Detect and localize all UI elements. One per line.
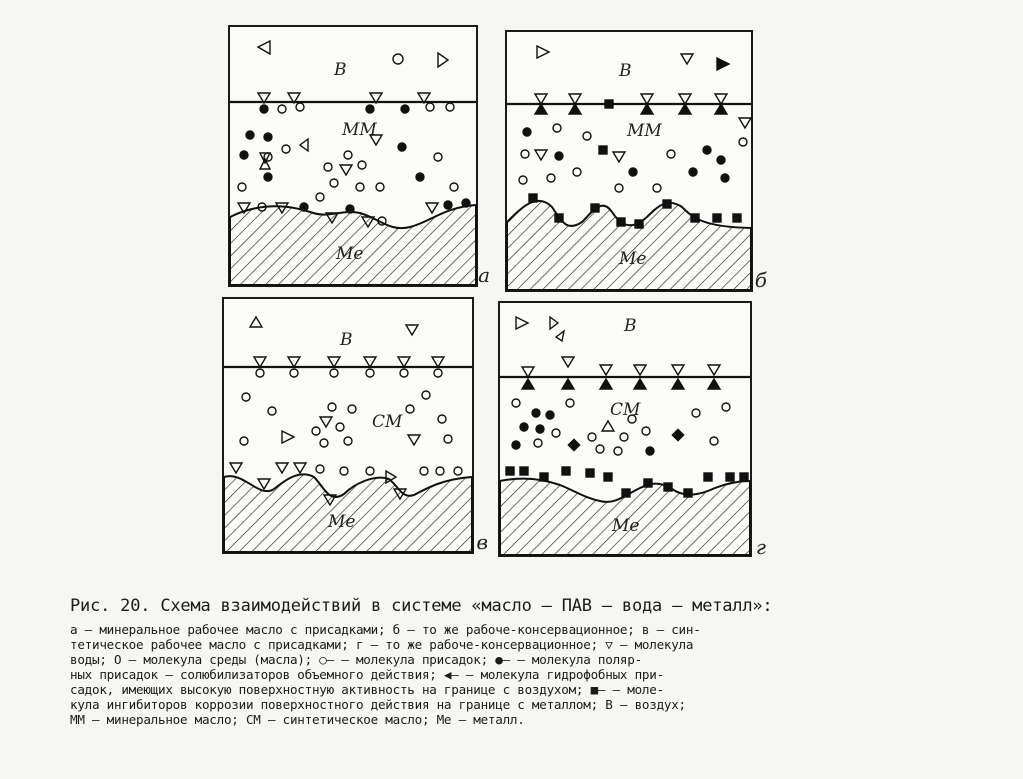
- caption-line: а — минеральное рабочее масло с присадками; б — то же рабоче-консервационное; в — син-: [70, 622, 701, 637]
- metal-label: Ме: [328, 512, 356, 532]
- medium-label: ММ: [342, 120, 377, 140]
- caption-title: Рис. 20. Схема взаимодействий в системе «масло — ПАВ — вода — металл»:: [70, 596, 773, 616]
- metal-label: Ме: [336, 244, 364, 264]
- medium-label: ММ: [627, 121, 662, 141]
- panel-a-diagram: [230, 27, 476, 285]
- caption-line: садок, имеющих высокую поверхностную активность на границе с воздухом; ■— — моле-: [70, 682, 664, 697]
- air-label: В: [624, 316, 637, 336]
- medium-label: СМ: [610, 400, 641, 420]
- air-label: В: [334, 60, 347, 80]
- panel-v: [222, 297, 488, 554]
- caption-line: тетическое рабочее масло с присадками; г — то же рабоче-консервационное; ▽ — молекула: [70, 637, 694, 652]
- panel-letter: в: [476, 530, 488, 554]
- caption-line: ных присадок — солюбилизаторов объемного действия; ◀— — молекула гидрофобных при-: [70, 667, 664, 682]
- panel-letter: г: [755, 535, 766, 559]
- panel-b: [505, 30, 767, 292]
- caption-line: воды; О — молекула среды (масла); ○— — молекула присадок; ●— — молекула поляр-: [70, 652, 642, 667]
- air-label: В: [619, 61, 632, 81]
- panel-g-diagram: [500, 303, 750, 555]
- caption-body: [70, 622, 920, 727]
- figure-caption: [70, 596, 920, 727]
- air-label: В: [340, 330, 353, 350]
- metal-label: Ме: [612, 516, 640, 536]
- panel-letter: б: [754, 268, 767, 292]
- caption-line: кула ингибиторов коррозии поверхностного действия на границе с металлом; В — воздух;: [70, 697, 686, 712]
- panel-v-diagram: [224, 299, 472, 552]
- medium-label: СМ: [372, 412, 403, 432]
- panel-g: [498, 301, 766, 559]
- metal-label: Ме: [619, 249, 647, 269]
- caption-line: ММ — минеральное масло; СМ — синтетическое масло; Ме — металл.: [70, 712, 525, 727]
- panel-letter: а: [478, 263, 490, 287]
- panel-b-diagram: [507, 32, 751, 290]
- panel-a: [228, 25, 490, 287]
